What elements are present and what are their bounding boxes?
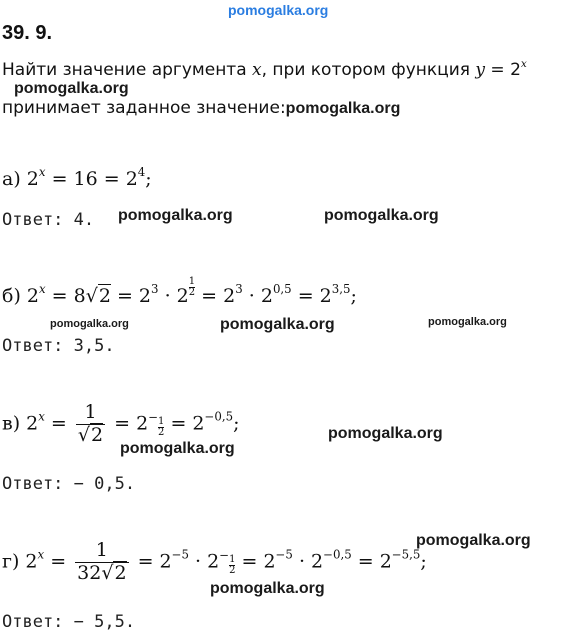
answer-label: Ответ:	[2, 336, 64, 356]
watermark: pomogalka.org	[118, 207, 233, 224]
part-v-answer	[2, 474, 135, 494]
statement-text-3: принимает заданное значение:	[2, 98, 286, 118]
watermark: pomogalka.org	[50, 318, 129, 330]
part-g-answer	[2, 612, 135, 632]
watermark: pomogalka.org	[120, 440, 235, 457]
watermark: pomogalka.org	[220, 316, 335, 333]
part-v-label: в)	[2, 412, 21, 435]
part-v-equation: в) $2^x$ = $\frac{1}{√2}$ = $2^{- \frac{1}{2}}$ = $2^{-0,5}$;	[2, 401, 240, 446]
part-a-label: а)	[2, 168, 21, 190]
part-b-answer	[2, 336, 115, 356]
part-a-answer-value: 4.	[73, 210, 95, 230]
watermark: pomogalka.org	[210, 580, 325, 597]
part-v-answer-value: − 0,5.	[73, 474, 136, 494]
statement-text-2: , при котором функция	[261, 60, 471, 80]
part-a-equation: а) $2^x = 16 = 2^4$;	[2, 165, 152, 190]
part-g-label: г)	[2, 550, 20, 573]
problem-statement-line2	[2, 98, 400, 118]
part-a-answer	[2, 210, 94, 230]
watermark: pomogalka.org	[285, 100, 401, 117]
part-g-equation: г) $2^x$ = $\frac{1}{32√2}$ = $2^{-5} \cdot 2^{- \frac{1}{2}}$ = $2^{-5} \cdot 2^{-0,5} = 2^{-5,5}$;	[2, 539, 427, 584]
watermark: pomogalka.org	[328, 425, 443, 442]
part-b-label: б)	[2, 285, 21, 307]
watermark: pomogalka.org	[324, 207, 439, 224]
part-g-answer-value: − 5,5.	[73, 612, 136, 632]
answer-label: Ответ:	[2, 210, 64, 230]
part-b-answer-value: 3,5.	[73, 336, 115, 356]
watermark-top: pomogalka.org	[228, 2, 329, 18]
part-b-equation: б) $2^x = 8√2 = 2^3 \cdot 2$ $^{\frac{1}{2}}$ = $2^3 \cdot 2^{0,5} = 2^{3,5}$;	[2, 276, 357, 307]
answer-label: Ответ:	[2, 612, 64, 632]
statement-text-1: Найти значение аргумента	[2, 60, 247, 80]
watermark: pomogalka.org	[416, 532, 531, 549]
watermark: pomogalka.org	[428, 316, 507, 328]
watermark: pomogalka.org	[14, 80, 129, 97]
answer-label: Ответ:	[2, 474, 64, 494]
problem-statement-line1: Найти значение аргумента x, при котором функция $y = 2^x$	[2, 58, 527, 80]
problem-number: 39. 9.	[2, 22, 53, 44]
